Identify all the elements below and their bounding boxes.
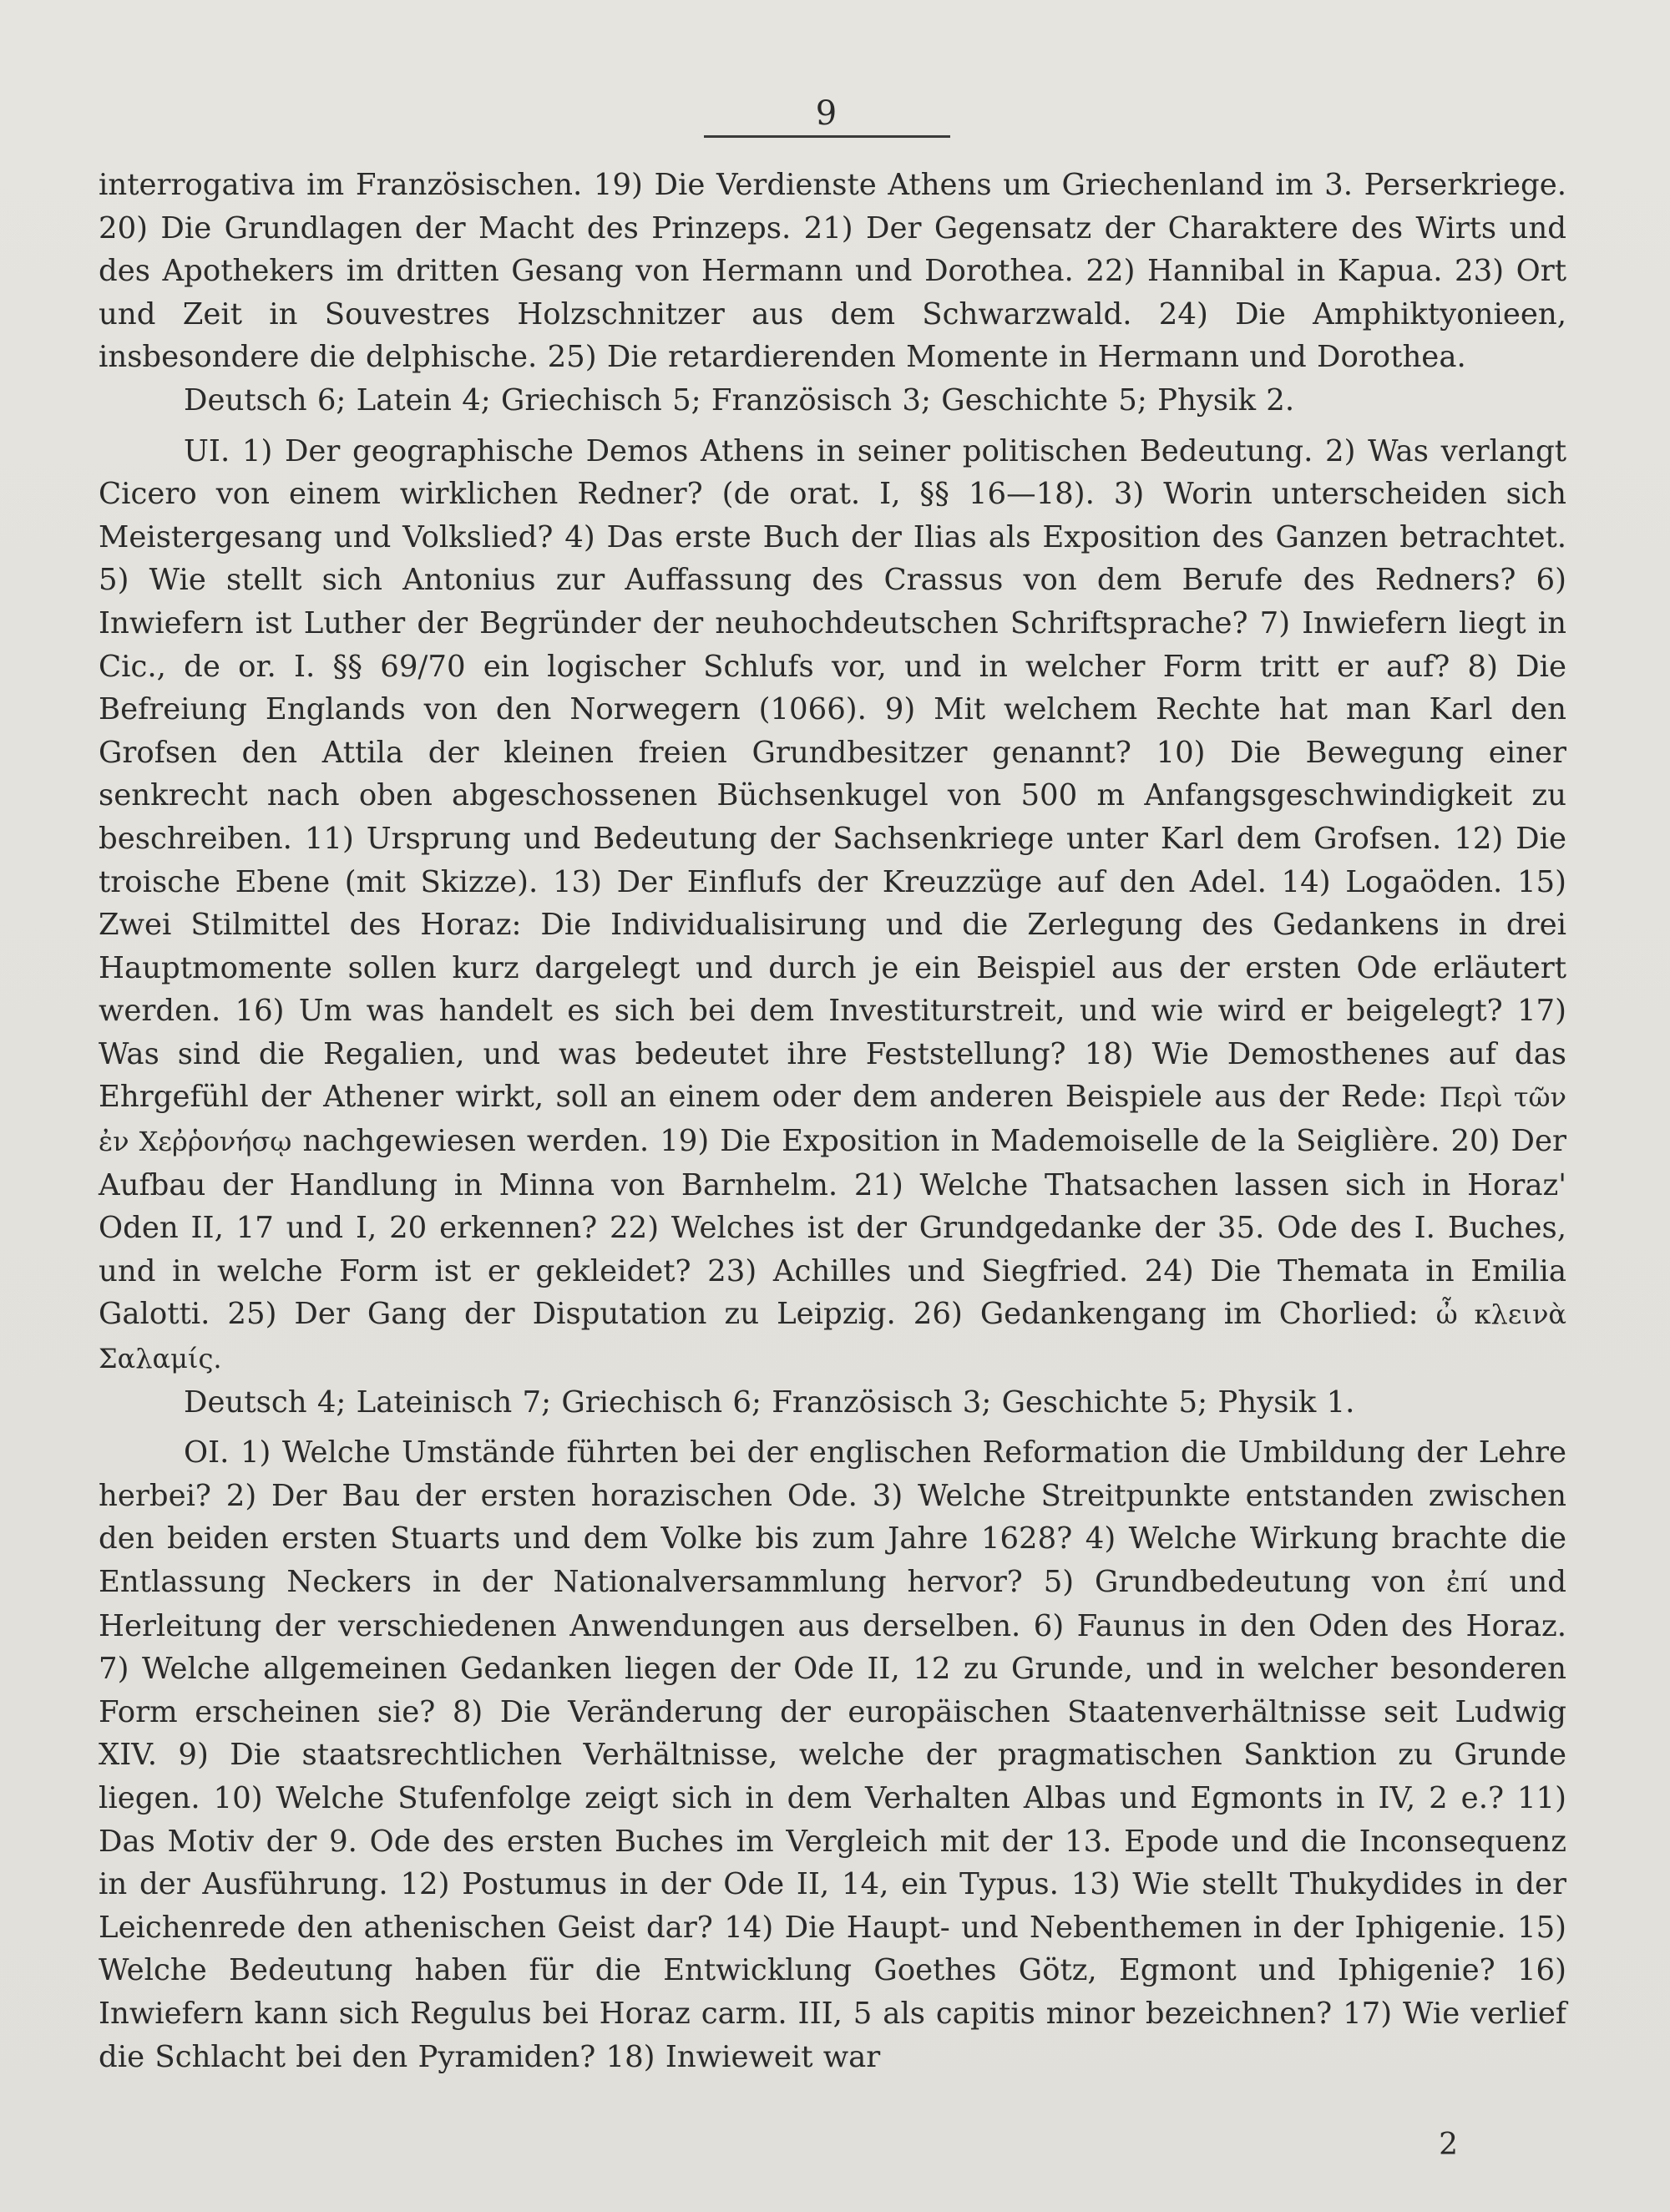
paragraph-oi-topics xyxy=(99,1431,1566,2078)
paragraph-subject-counts-ui xyxy=(99,379,1566,423)
body-text xyxy=(99,164,1566,2078)
subject-counts-oi-text: Deutsch 4; Lateinisch 7; Griechisch 6; Französisch 3; Geschichte 5; Physik 1. xyxy=(184,1384,1355,1420)
subject-counts-ui-text: Deutsch 6; Latein 4; Griechisch 5; Französisch 3; Geschichte 5; Physik 2. xyxy=(184,382,1295,418)
ui-topics-text-1: UI. 1) Der geographische Demos Athens in seiner politischen Bedeutung. 2) Was verlangt Cicero von einem wirklichen Redner? (de orat. I, §§ 16—18). 3) Worin unterscheiden sich Meistergesang und Volkslied? 4) Das erste Buch der Ilias als Exposition des Ganzen betrachtet. 5) Wie stellt sich Antonius zur Auffassung des Crassus von dem Berufe des Redners? 6) Inwiefern ist Luther der Begründer der neuhochdeutschen Schriftsprache? 7) Inwiefern liegt in Cic., de or. I. §§ 69/70 ein logischer Schlufs vor, und in welcher Form tritt er auf? 8) Die Befreiung Englands von den Norwegern (1066). 9) Mit welchem Rechte hat man Karl den Grofsen den Attila der kleinen freien Grundbesitzer genannt? 10) Die Bewegung einer senkrecht nach oben abgeschossenen Büchsenkugel von 500 m Anfangsgeschwindigkeit zu beschreiben. 11) Ursprung und Bedeutung der Sachsenkriege unter Karl dem Grofsen. 12) Die troische Ebene (mit Skizze). 13) Der Einflufs der Kreuzzüge auf den Adel. 14) Logaöden. 15) Zwei Stilmittel des Horaz: Die Individualisirung und die Zerlegung des Gedankens in drei Hauptmomente sollen kurz dargelegt und durch je ein Beispiel aus der ersten Ode erläutert werden. 16) Um was handelt es sich bei dem Investiturstreit, und wie wird er beigelegt? 17) Was sind die Regalien, und was bedeutet ihre Feststellung? 18) Wie Demosthenes auf das Ehrgefühl der Athener wirkt, soll an einem oder dem anderen Beispiele aus der Rede: xyxy=(99,433,1566,1115)
paragraph-intro xyxy=(99,164,1566,379)
greek-chorlied-salamis: ὦ κλεινὰ Σαλαμίς. xyxy=(99,1298,1566,1375)
oi-topics-text-1: OI. 1) Welche Umstände führten bei der englischen Reformation die Umbildung der Lehre herbei? 2) Der Bau der ersten horazischen Ode. 3) Welche Streitpunkte entstanden zwischen den beiden ersten Stuarts und dem Volke bis zum Jahre 1628? 4) Welche Wirkung brachte die Entlassung Neckers in der Nationalversammlung hervor? 5) Grundbedeutung von xyxy=(99,1435,1566,1599)
greek-word-epi: ἐπί xyxy=(1445,1567,1489,1598)
paragraph-intro-text: interrogativa im Französischen. 19) Die Verdienste Athens um Griechenland im 3. Perserkriege. 20) Die Grundlagen der Macht des Prinzeps. 21) Der Gegensatz der Charaktere des Wirts und des Apothekers im dritten Gesang von Hermann und Dorothea. 22) Hannibal in Kapua. 23) Ort und Zeit in Souvestres Holzschnitzer aus dem Schwarzwald. 24) Die Amphiktyonieen, insbesondere die delphische. 25) Die retardierenden Momente in Hermann und Dorothea. xyxy=(99,168,1566,375)
paragraph-ui-topics xyxy=(99,430,1566,1381)
ui-topics-text-2: nachgewiesen werden. 19) Die Exposition in Mademoiselle de la Seiglière. 20) Der Aufbau der Handlung in Minna von Barnhelm. 21) Welche Thatsachen lassen sich in Horaz' Oden II, 17 und I, 20 erkennen? 22) Welches ist der Grundgedanke der 35. Ode des I. Buches, und in welche Form ist er gekleidet? 23) Achilles und Siegfried. 24) Die Themata in Emilia Galotti. 25) Der Gang der Disputation zu Leipzig. 26) Gedankengang im Chorlied: xyxy=(99,1124,1566,1332)
page-number: 9 xyxy=(815,94,838,133)
signature-mark: 2 xyxy=(1439,2128,1458,2162)
oi-topics-text-2: und Herleitung der verschiedenen Anwendungen aus derselben. 6) Faunus in den Oden des Horaz. 7) Welche allgemeinen Gedanken liegen der Ode II, 12 zu Grunde, und in welcher besonderen Form erscheinen sie? 8) Die Veränderung der europäischen Staatenverhältnisse seit Ludwig XIV. 9) Die staatsrechtlichen Verhältnisse, welche der pragmatischen Sanktion zu Grunde liegen. 10) Welche Stufenfolge zeigt sich in dem Verhalten Albas und Egmonts in IV, 2 e.? 11) Das Motiv der 9. Ode des ersten Buches im Vergleich mit der 13. Epode und die Inconsequenz in der Ausführung. 12) Postumus in der Ode II, 14, ein Typus. 13) Wie stellt Thukydides in der Leichenrede den athenischen Geist dar? 14) Die Haupt- und Nebenthemen in der Iphigenie. 15) Welche Bedeutung haben für die Entwicklung Goethes Götz, Egmont und Iphigenie? 16) Inwiefern kann sich Regulus bei Horaz carm. III, 5 als capitis minor bezeichnen? 17) Wie verlief die Schlacht bei den Pyramiden? 18) Inwieweit war xyxy=(99,1565,1566,2074)
greek-title-chersonese: Περὶ τῶν ἐν Χεῤῥονήσῳ xyxy=(99,1081,1567,1158)
header-rule xyxy=(704,135,950,138)
paragraph-subject-counts-oi xyxy=(99,1381,1566,1425)
